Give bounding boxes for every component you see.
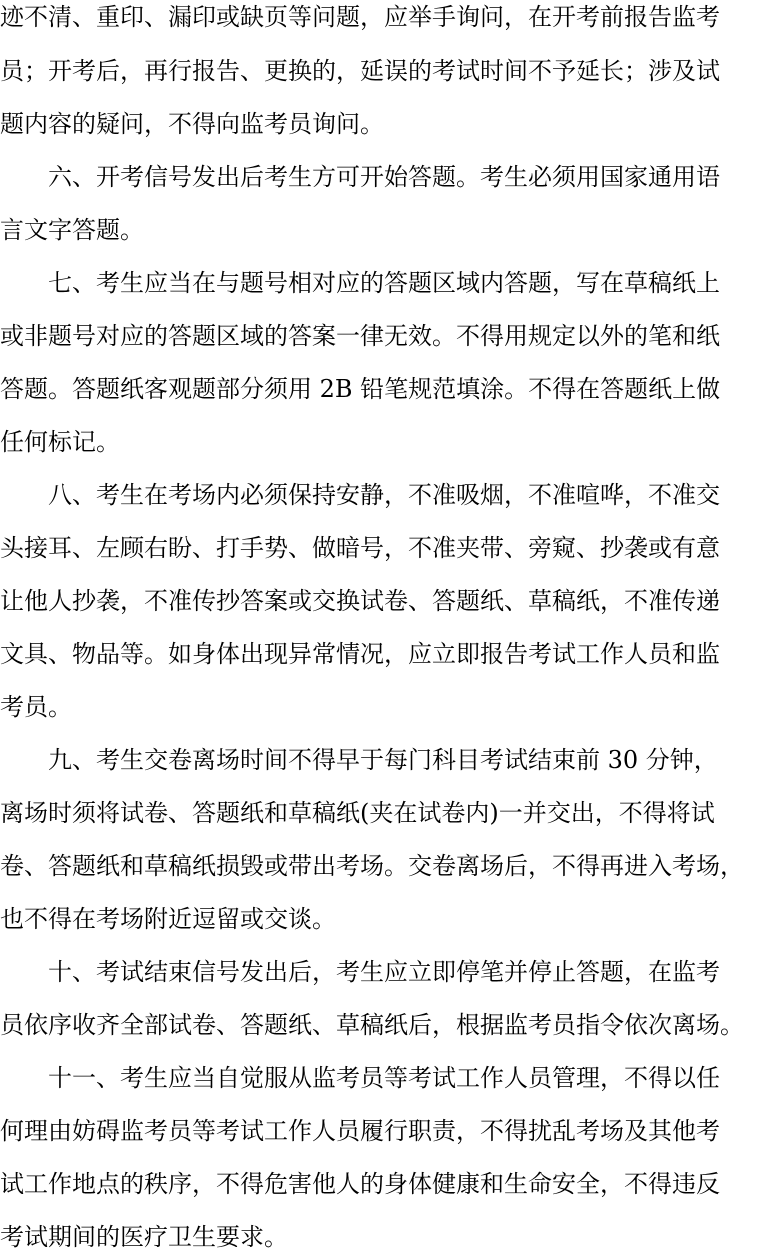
text-line: 题内容的疑问，不得向监考员询问。	[0, 110, 384, 138]
text-line: 迹不清、重印、漏印或缺页等问题，应举手询问，在开考前报告监考	[0, 3, 720, 31]
text-line: 任何标记。	[0, 428, 120, 456]
text-line: 头接耳、左顾右盼、打手势、做暗号，不准夹带、旁窥、抄袭或有意	[0, 534, 720, 562]
text-line: 员；开考后，再行报告、更换的，延误的考试时间不予延长；涉及试	[0, 57, 720, 85]
text-line: 言文字答题。	[0, 216, 144, 244]
text-line: 考员。	[0, 693, 72, 721]
text-line: 员依序收齐全部试卷、答题纸、草稿纸后，根据监考员指令依次离场。	[0, 1011, 744, 1039]
text-line: 试工作地点的秩序，不得危害他人的身体健康和生命安全，不得违反	[0, 1170, 720, 1198]
text-line: 九、考生交卷离场时间不得早于每门科目考试结束前 30 分钟，	[48, 746, 718, 774]
text-line: 十、考试结束信号发出后，考生应立即停笔并停止答题，在监考	[48, 958, 720, 986]
text-line: 考试期间的医疗卫生要求。	[0, 1223, 288, 1251]
text-line: 答题。答题纸客观题部分须用 2B 铅笔规范填涂。不得在答题纸上做	[0, 375, 721, 403]
text-line: 或非题号对应的答题区域的答案一律无效。不得用规定以外的笔和纸	[0, 322, 720, 350]
text-line: 何理由妨碍监考员等考试工作人员履行职责，不得扰乱考场及其他考	[0, 1117, 720, 1145]
text-line: 六、开考信号发出后考生方可开始答题。考生必须用国家通用语	[48, 163, 720, 191]
text-line: 让他人抄袭，不准传抄答案或交换试卷、答题纸、草稿纸，不准传递	[0, 587, 720, 615]
text-line: 文具、物品等。如身体出现异常情况，应立即报告考试工作人员和监	[0, 640, 720, 668]
text-line: 十一、考生应当自觉服从监考员等考试工作人员管理，不得以任	[48, 1064, 720, 1092]
text-line: 七、考生应当在与题号相对应的答题区域内答题，写在草稿纸上	[48, 269, 720, 297]
text-line: 卷、答题纸和草稿纸损毁或带出考场。交卷离场后，不得再进入考场，	[0, 852, 744, 880]
text-line: 八、考生在考场内必须保持安静，不准吸烟，不准喧哗，不准交	[48, 481, 720, 509]
text-line: 也不得在考场附近逗留或交谈。	[0, 905, 336, 933]
text-line: 离场时须将试卷、答题纸和草稿纸(夹在试卷内)一并交出，不得将试	[0, 799, 715, 827]
